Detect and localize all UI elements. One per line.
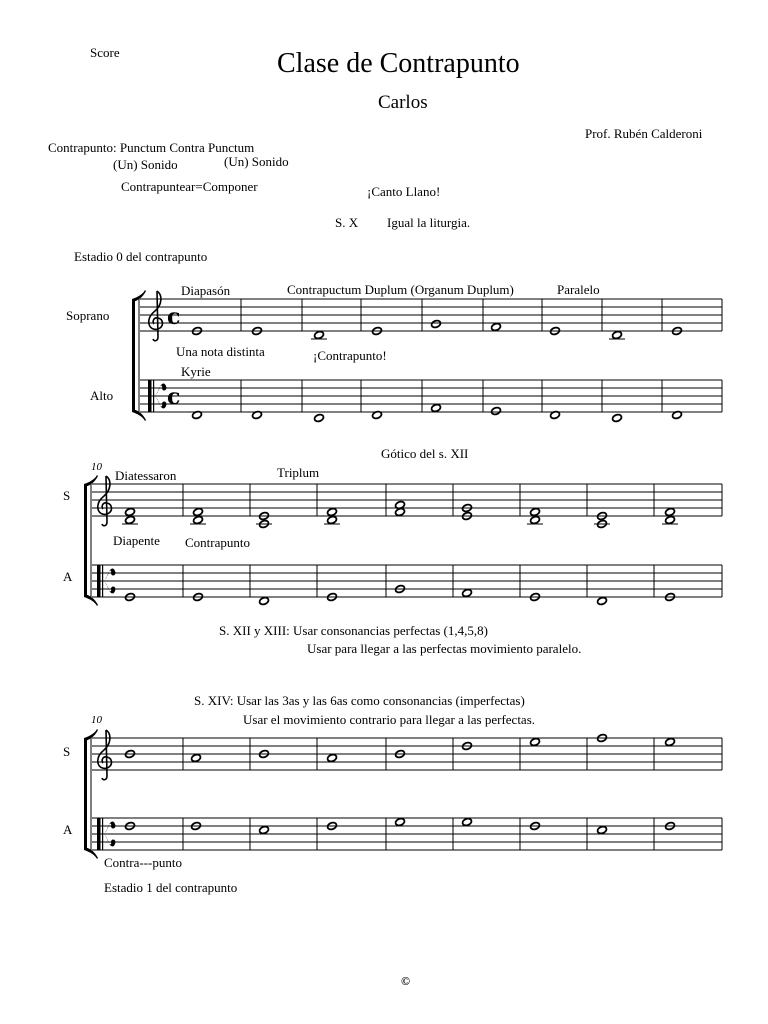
whole-note	[259, 825, 270, 834]
whole-note	[193, 507, 204, 516]
annotation-gotico: Gótico del s. XII	[381, 446, 469, 461]
stage-1-label: Estadio 1 del contrapunto	[104, 880, 238, 895]
whole-note	[612, 330, 623, 339]
barlines	[183, 299, 722, 850]
treble-clef-stem	[102, 476, 107, 526]
whole-note	[665, 507, 676, 516]
whole-note	[191, 753, 202, 762]
page-title: Clase de Contrapunto	[277, 48, 520, 79]
rule-parallel-motion: Usar para llegar a las perfectas movimiento paralelo.	[307, 641, 582, 656]
treble-clef-curve	[98, 476, 112, 514]
alto-clef-thin-bar	[153, 380, 154, 412]
staff-lines	[92, 299, 722, 850]
staff-name-alto: Alto	[90, 388, 114, 403]
whole-note	[597, 825, 608, 834]
whole-note	[665, 737, 676, 746]
annotation-paralelo: Paralelo	[557, 282, 600, 297]
alto-clef-thick-bar	[97, 565, 101, 597]
rule-perfect-consonances: S. XII y XIII: Usar consonancias perfectas (1,4,5,8)	[219, 623, 488, 638]
system-bracket-bar	[132, 299, 135, 412]
alto-clef-thin-bar	[102, 818, 103, 850]
whole-note	[530, 737, 541, 746]
time-signature-alto: c	[167, 384, 181, 410]
staff-name-a: A	[63, 822, 73, 837]
alto-clef-lower-bracket	[104, 834, 115, 846]
annotation-contrapunto: Contrapunto	[185, 535, 250, 550]
annotation-kyrie: Kyrie	[181, 364, 211, 379]
whole-note	[125, 507, 136, 516]
system-bracket-bar	[84, 484, 87, 597]
measure-number: 10	[91, 714, 102, 726]
whole-note	[462, 817, 473, 826]
alto-clef-thick-bar	[148, 380, 152, 412]
staff-name-soprano: Soprano	[66, 308, 110, 323]
composer-credit: Prof. Rubén Calderoni	[585, 126, 703, 141]
annotation-triplum: Triplum	[277, 465, 320, 480]
annotation-contrapunto-excl: ¡Contrapunto!	[313, 348, 387, 363]
treble-clef-stem	[102, 730, 107, 780]
score-label: Score	[90, 45, 120, 60]
alto-clef-thin-bar	[102, 565, 103, 597]
alto-clef-upper-bracket	[155, 384, 166, 396]
annotation-organum: Contrapuctum Duplum (Organum Duplum)	[287, 282, 514, 297]
page-subtitle: Carlos	[378, 92, 428, 113]
system-brackets	[84, 290, 146, 859]
whole-note	[491, 322, 502, 331]
annotation-diapente: Diapente	[113, 533, 160, 548]
whole-notes	[122, 319, 682, 834]
intro-canto-llano: ¡Canto Llano!	[367, 184, 441, 199]
alto-clef-upper-bracket	[104, 569, 115, 581]
whole-note	[327, 507, 338, 516]
annotation-diapason: Diapasón	[181, 283, 231, 298]
whole-note	[314, 413, 325, 422]
time-signature-soprano: c	[167, 304, 181, 330]
whole-note	[395, 507, 406, 516]
treble-clef	[149, 291, 163, 341]
treble-clef-curve	[98, 730, 112, 768]
rule-contrary-motion: Usar el movimiento contrario para llegar a las perfectas.	[243, 712, 536, 727]
treble-clef	[98, 476, 112, 526]
system-bracket-bar	[84, 738, 87, 850]
intro-punctum: Contrapunto: Punctum Contra Punctum	[48, 140, 255, 155]
annotation-diatessaron: Diatessaron	[115, 468, 177, 483]
intro-liturgia: Igual la liturgia.	[387, 215, 471, 230]
whole-note	[395, 817, 406, 826]
treble-clef	[98, 730, 112, 780]
staff-name-s: S	[63, 744, 71, 759]
intro-sonido-2: (Un) Sonido	[224, 154, 289, 169]
clefs	[97, 291, 166, 850]
whole-note	[314, 330, 325, 339]
whole-note	[530, 507, 541, 516]
stage-0-label: Estadio 0 del contrapunto	[74, 249, 208, 264]
whole-note	[665, 515, 676, 524]
alto-clef-thick-bar	[97, 818, 101, 850]
whole-note	[530, 515, 541, 524]
whole-note	[259, 596, 270, 605]
whole-note	[193, 515, 204, 524]
whole-note	[431, 403, 442, 412]
measure-number: 10	[91, 461, 102, 473]
alto-clef-upper-bracket	[104, 822, 115, 834]
treble-clef-stem	[153, 291, 158, 341]
staff-name-s: S	[63, 488, 71, 503]
alto-clef-lower-bracket	[155, 396, 166, 408]
intro-contrapuntear: Contrapuntear=Componer	[121, 179, 258, 194]
treble-clef-curve	[149, 291, 163, 329]
alto-clef-lower-bracket	[104, 581, 115, 593]
annotation-nota-distinta: Una nota distinta	[176, 344, 265, 359]
whole-note	[431, 319, 442, 328]
whole-note	[327, 515, 338, 524]
whole-note	[491, 406, 502, 415]
whole-note	[612, 413, 623, 422]
whole-note	[327, 753, 338, 762]
annotation-contra-punto: Contra---punto	[104, 855, 182, 870]
whole-note	[462, 588, 473, 597]
rule-imperfect-consonances: S. XIV: Usar las 3as y las 6as como consonancias (imperfectas)	[194, 693, 525, 708]
intro-century: S. X	[335, 215, 359, 230]
copyright-symbol: ©	[401, 974, 410, 988]
staff-name-a: A	[63, 569, 73, 584]
intro-sonido-1: (Un) Sonido	[113, 157, 178, 172]
whole-note	[597, 596, 608, 605]
whole-note	[125, 515, 136, 524]
